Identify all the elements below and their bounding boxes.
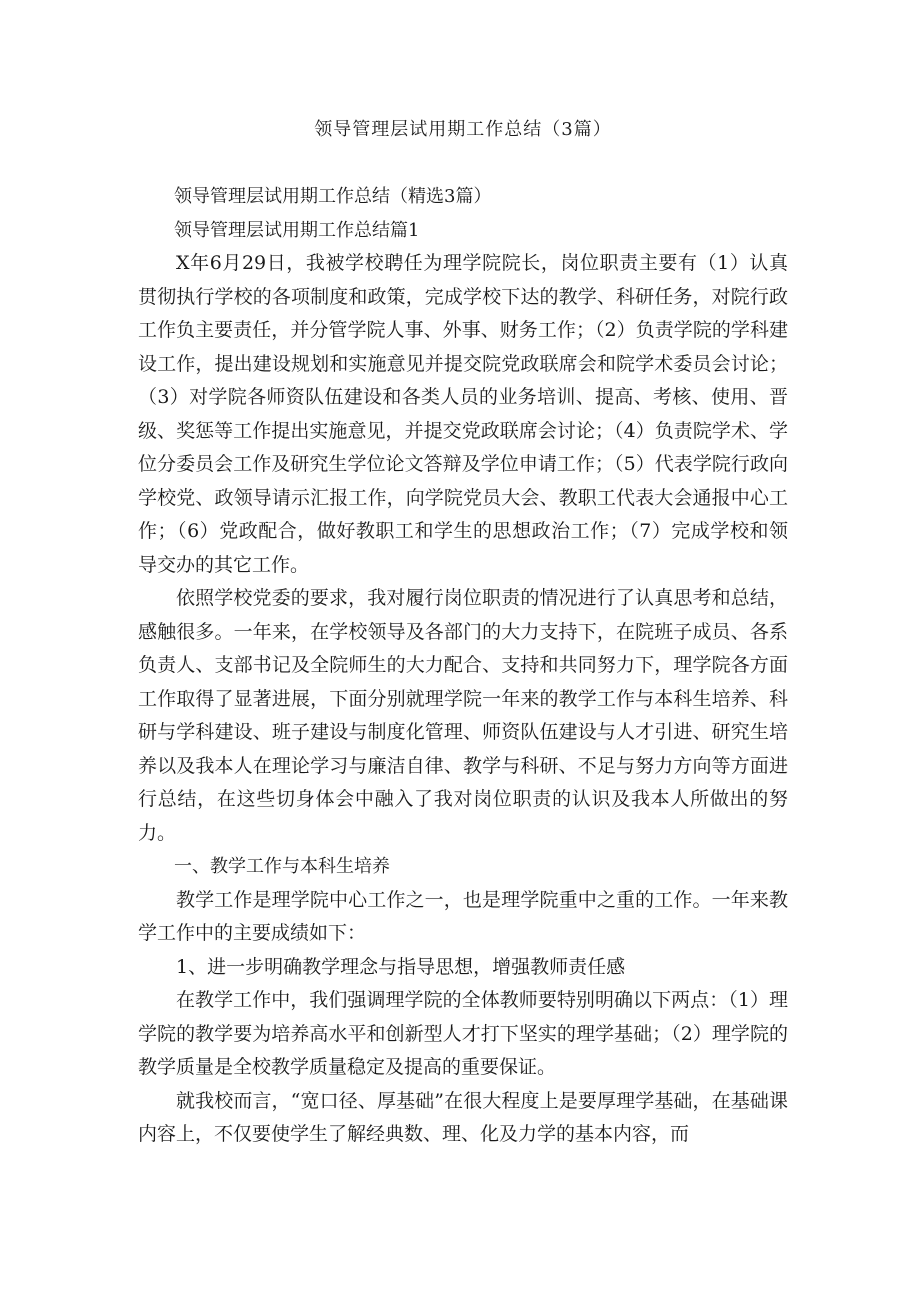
paragraph-teaching-overview: 教学工作是理学院中心工作之一，也是理学院重中之重的工作。一年来教学工作中的主要成绩如下： — [138, 888, 788, 944]
paragraph-foundation: 就我校而言，“宽口径、厚基础”在很大程度上是要厚理学基础，在基础课内容上，不仅要使学生了解经典数、理、化及力学的基本内容，而 — [138, 1089, 788, 1145]
document-title: 领导管理层试用期工作总结（3篇） — [314, 119, 612, 140]
paragraph-teaching-points: 在教学工作中，我们强调理学院的全体教师要特别明确以下两点：（1）理学院的教学要为培养高水平和创新型人才打下坚实的理学基础；（2）理学院的教学质量是全校教学质量稳定及提高的重要保证。 — [138, 989, 788, 1078]
paragraph-job-duties: X年6月29日，我被学校聘任为理学院院长，岗位职责主要有（1）认真贯彻执行学校的各项制度和政策，完成学校下达的教学、科研任务，对院行政工作负主要责任，并分管学院人事、外事、财务工作；（2）负责学院的学科建设工作，提出建设规划和实施意见并提交院党政联席会和院学术委员会讨论；（3）对学院各师资队伍建设和各类人员的业务培训、提高、考核、使用、晋级、奖惩等工作提出实施意见，并提交党政联席会讨论；（4）负责院学术、学位分委员会工作及研究生学位论文答辩及学位申请工作；（5）代表学院行政向学校党、政领导请示汇报工作，向学院党员大会、教职工代表大会通报中心工作；（6）党政配合，做好教职工和学生的思想政治工作；（7）完成学校和领导交办的其它工作。 — [138, 252, 788, 576]
paragraph-heading-teaching-philosophy: 1、进一步明确教学理念与指导思想，增强教师责任感 — [176, 955, 626, 978]
paragraph-heading-teaching: 一、教学工作与本科生培养 — [174, 856, 390, 877]
paragraph-section-heading: 领导管理层试用期工作总结篇1 — [174, 219, 420, 241]
paragraph-summary-intro: 依照学校党委的要求，我对履行岗位职责的情况进行了认真思考和总结，感触很多。一年来，在学校领导及各部门的大力支持下，在院班子成员、各系负责人、支部书记及全院师生的大力配合、支持和共同努力下，理学院各方面工作取得了显著进展，下面分别就理学院一年来的教学工作与本科生培养、科研与学科建设、班子建设与制度化管理、师资队伍建设与人才引进、研究生培养以及我本人在理论学习与廉洁自律、教学与科研、不足与努力方向等方面进行总结，在这些切身体会中融入了我对岗位职责的认识及我本人所做出的努力。 — [138, 587, 788, 844]
paragraph-subtitle: 领导管理层试用期工作总结（精选3篇） — [174, 186, 492, 207]
